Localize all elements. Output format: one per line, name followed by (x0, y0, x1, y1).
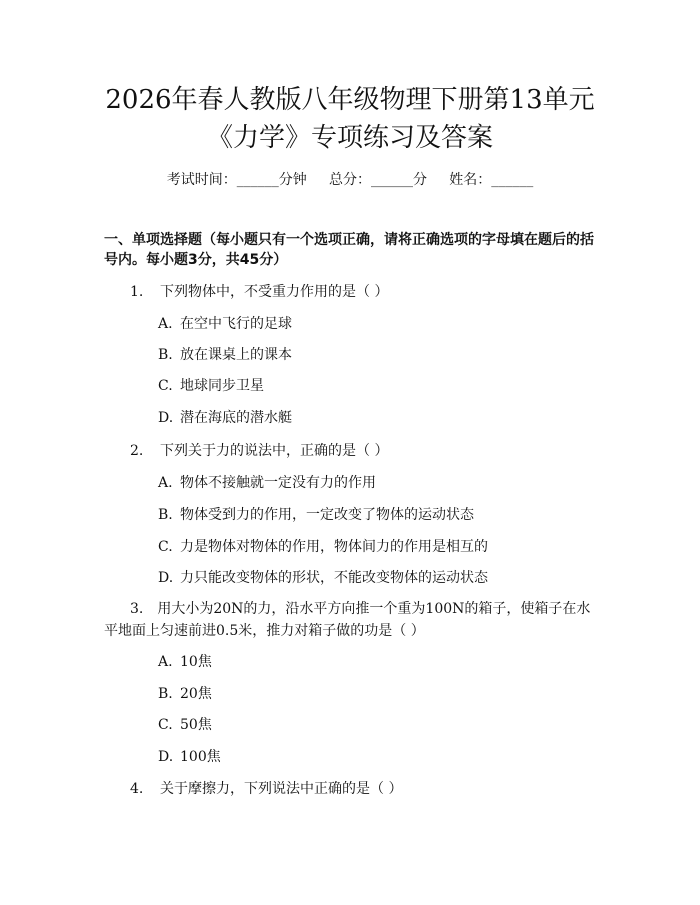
option-letter: C. (158, 378, 173, 394)
question-1-option-b (158, 345, 292, 365)
option-text: 物体不接触就一定没有力的作用 (180, 475, 376, 491)
section-heading: 一、单项选择题（每小题只有一个选项正确，请将正确选项的字母填在题后的括号内。每小题3分，共45分） (104, 232, 594, 268)
option-text: 地球同步卫星 (180, 378, 264, 394)
option-text: 力是物体对物体的作用，物体间力的作用是相互的 (180, 539, 488, 555)
question-3 (104, 598, 594, 642)
question-3-option-c (158, 715, 212, 735)
question-2-option-b (158, 505, 474, 525)
option-text: 20焦 (180, 686, 212, 702)
question-2 (130, 441, 388, 461)
question-2-option-a (158, 473, 376, 493)
question-number: 4. (130, 781, 144, 797)
option-letter: D. (158, 410, 174, 426)
option-letter: A. (158, 475, 173, 491)
exam-info-line: 考试时间：______分钟 总分：______分 姓名：______ (166, 172, 534, 188)
question-text: 下列关于力的说法中，正确的是（ ） (160, 443, 389, 459)
page-title-line2: 《力学》专项练习及答案 (206, 123, 493, 153)
question-1-option-a (158, 314, 292, 334)
question-text: 关于摩擦力，下列说法中正确的是（ ） (160, 781, 403, 797)
option-text: 放在课桌上的课本 (180, 347, 292, 363)
question-1-option-c (158, 376, 264, 396)
option-letter: A. (158, 316, 173, 332)
question-number: 3. (130, 601, 144, 617)
option-text: 潜在海底的潜水艇 (180, 410, 292, 426)
question-text: 下列物体中，不受重力作用的是（ ） (160, 284, 389, 300)
option-letter: D. (158, 749, 174, 765)
question-number: 2. (130, 443, 144, 459)
question-number: 1. (130, 284, 144, 300)
question-2-option-d (158, 568, 488, 588)
option-letter: D. (158, 570, 174, 586)
question-1 (130, 282, 388, 302)
option-text: 在空中飞行的足球 (180, 316, 292, 332)
question-4 (130, 779, 402, 799)
option-letter: B. (158, 686, 173, 702)
option-letter: B. (158, 347, 173, 363)
page-title-line1: 2026年春人教版八年级物理下册第13单元 (105, 85, 595, 115)
question-3-option-a (158, 652, 212, 672)
option-letter: C. (158, 539, 173, 555)
option-letter: C. (158, 717, 173, 733)
option-text: 50焦 (180, 717, 212, 733)
option-letter: A. (158, 654, 173, 670)
option-text: 力只能改变物体的形状，不能改变物体的运动状态 (180, 570, 488, 586)
option-text: 10焦 (180, 654, 212, 670)
question-3-option-b (158, 684, 212, 704)
option-text: 物体受到力的作用，一定改变了物体的运动状态 (180, 507, 474, 523)
question-1-option-d (158, 408, 292, 428)
option-letter: B. (158, 507, 173, 523)
question-3-option-d (158, 747, 221, 767)
question-text: 用大小为20N的力，沿水平方向推一个重为100N的箱子，使箱子在水平地面上匀速前进0.5米，推力对箱子做的功是（ ） (104, 601, 591, 639)
option-text: 100焦 (180, 749, 221, 765)
question-2-option-c (158, 537, 488, 557)
